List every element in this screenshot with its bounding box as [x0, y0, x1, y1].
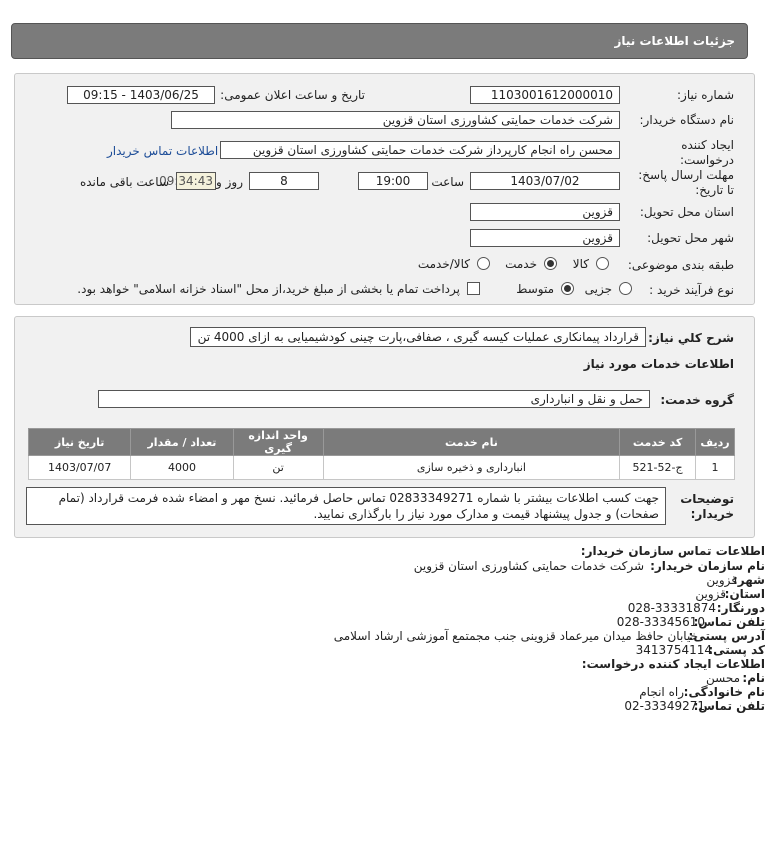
- deadline-label-1: مهلت ارسال پاسخ:: [638, 168, 734, 182]
- buyer-org-label: نام دستگاه خریدار:: [639, 113, 734, 127]
- contact-province: قزوین: [695, 587, 726, 601]
- category-option-service: خدمت: [505, 257, 537, 271]
- col-row: ردیف: [695, 429, 734, 456]
- page-title: جزئیات اطلاعات نیاز: [614, 34, 735, 48]
- buyer-org-field: شرکت خدمات حمایتی کشاورزی استان قزوین: [171, 111, 620, 129]
- process-option-minor: جزیی: [584, 282, 612, 296]
- creator-name: محسن: [705, 671, 740, 685]
- contact-postal-label: کد پستی:: [708, 643, 765, 657]
- notes-label-1: توضیحات: [680, 492, 734, 506]
- days-label: روز و: [216, 175, 243, 189]
- province-label: استان محل تحویل:: [639, 205, 734, 219]
- contact-postal: 3413754114: [635, 643, 712, 657]
- services-table: [28, 428, 735, 480]
- col-qty: تعداد / مقدار: [131, 429, 233, 456]
- need-number-field: 1103001612000010: [470, 86, 620, 104]
- buyer-contact-link[interactable]: اطلاعات تماس خریدار: [107, 144, 219, 158]
- cell-qty: 4000: [131, 456, 233, 480]
- contact-province-label: استان:: [724, 587, 765, 601]
- contact-org-label: نام سازمان خریدار:: [650, 559, 765, 573]
- category-radio-goods-service[interactable]: [477, 257, 490, 270]
- contact-phone-label: تلفن تماس:: [693, 615, 765, 629]
- col-unit: واحد اندازه گیری: [233, 429, 323, 456]
- days-field: 8: [249, 172, 319, 190]
- contact-fax-label: دورنگار:: [716, 601, 765, 615]
- creator-field: محسن راه انجام کارپرداز شرکت خدمات حمایتی کشاورزی استان قزوین: [220, 141, 620, 159]
- notes-label-2: خریدار:: [690, 507, 734, 521]
- contact-city-label: شهر:: [733, 573, 765, 587]
- creator-family: راه انجام: [639, 685, 684, 699]
- process-radio-minor[interactable]: [619, 282, 632, 295]
- category-label: طبقه بندی موضوعی:: [627, 258, 734, 272]
- contact-address: خیابان حافظ میدان میرعماد قزوینی جنب مجمتمع آموزشی ارشاد اسلامی: [333, 629, 698, 643]
- category-radio-service[interactable]: [544, 257, 557, 270]
- category-option-goods: کالا: [572, 257, 589, 271]
- creator-name-label: نام:: [742, 671, 765, 685]
- creator-family-label: نام خانوادگی:: [683, 685, 765, 699]
- deadline-date-field: 1403/07/02: [470, 172, 620, 190]
- category-radio-goods[interactable]: [596, 257, 609, 270]
- contact-heading: اطلاعات تماس سازمان خریدار:: [580, 544, 765, 558]
- summary-label: شرح کلي نياز:: [648, 331, 734, 345]
- contact-phone: 028-33345610: [616, 615, 705, 629]
- service-group-field: حمل و نقل و انبارداری: [98, 390, 650, 408]
- time-label: ساعت: [431, 175, 464, 189]
- announce-field: 1403/06/25 - 09:15: [67, 86, 215, 104]
- page-header: [11, 23, 748, 59]
- services-heading: اطلاعات خدمات مورد نیاز: [583, 357, 734, 371]
- col-code: کد خدمت: [620, 429, 696, 456]
- creator-label-1: ایجاد کننده: [681, 138, 734, 152]
- city-field: قزوین: [470, 229, 620, 247]
- city-label: شهر محل تحویل:: [647, 231, 734, 245]
- cell-unit: تن: [233, 456, 323, 480]
- remaining-label: ساعت باقی مانده: [79, 175, 169, 189]
- payment-note: پرداخت تمام یا بخشی از مبلغ خرید،از محل "اسناد خزانه اسلامی" خواهد بود.: [77, 282, 460, 296]
- creator-phone: 02-33349271: [624, 699, 705, 713]
- contact-fax: 028-33331874: [627, 601, 716, 615]
- contact-city: قزوین: [706, 573, 737, 587]
- table-header-row: [29, 429, 735, 456]
- province-field: قزوین: [470, 203, 620, 221]
- creator-label-2: درخواست:: [680, 153, 734, 167]
- announce-label: تاریخ و ساعت اعلان عمومی:: [220, 88, 365, 102]
- remaining-time-field: 09:34:43: [176, 172, 216, 190]
- table-row: [29, 456, 735, 480]
- process-radio-medium[interactable]: [561, 282, 574, 295]
- cell-date: 1403/07/07: [29, 456, 131, 480]
- cell-name: انبارداری و ذخیره سازی: [323, 456, 620, 480]
- deadline-time-field: 19:00: [358, 172, 428, 190]
- process-label: نوع فرآیند خرید :: [649, 283, 734, 297]
- creator-heading: اطلاعات ایجاد کننده درخواست:: [581, 657, 765, 671]
- contact-address-label: آدرس پستی:: [688, 629, 765, 643]
- cell-code: ج-52-521: [620, 456, 696, 480]
- contact-org: شرکت خدمات حمایتی کشاورزی استان قزوین: [413, 559, 644, 573]
- summary-field: قرارداد پیمانکاری عملیات کیسه گیری ، صفافی،پارت چینی کودشیمیایی به ازای 4000 تن: [190, 327, 646, 347]
- category-option-goods-service: کالا/خدمت: [417, 257, 470, 271]
- buyer-notes: جهت کسب اطلاعات بیشتر با شماره 02833349271 تماس حاصل فرمائید. نسخ مهر و امضاء شده فرمت قرارداد (تمام صفحات) و جدول پیشنهاد قیمت و مدارک مورد نیاز را بارگذاری نمایید.: [26, 487, 666, 525]
- need-number-label: شماره نیاز:: [677, 88, 734, 102]
- cell-row: 1: [695, 456, 734, 480]
- treasury-payment-checkbox[interactable]: [467, 282, 480, 295]
- col-date: تاریخ نیاز: [29, 429, 131, 456]
- col-name: نام خدمت: [323, 429, 620, 456]
- creator-phone-label: تلفن تماس:: [693, 699, 765, 713]
- process-option-medium: متوسط: [516, 282, 554, 296]
- service-group-label: گروه خدمت:: [660, 393, 734, 407]
- deadline-label-2: تا تاریخ:: [695, 183, 734, 197]
